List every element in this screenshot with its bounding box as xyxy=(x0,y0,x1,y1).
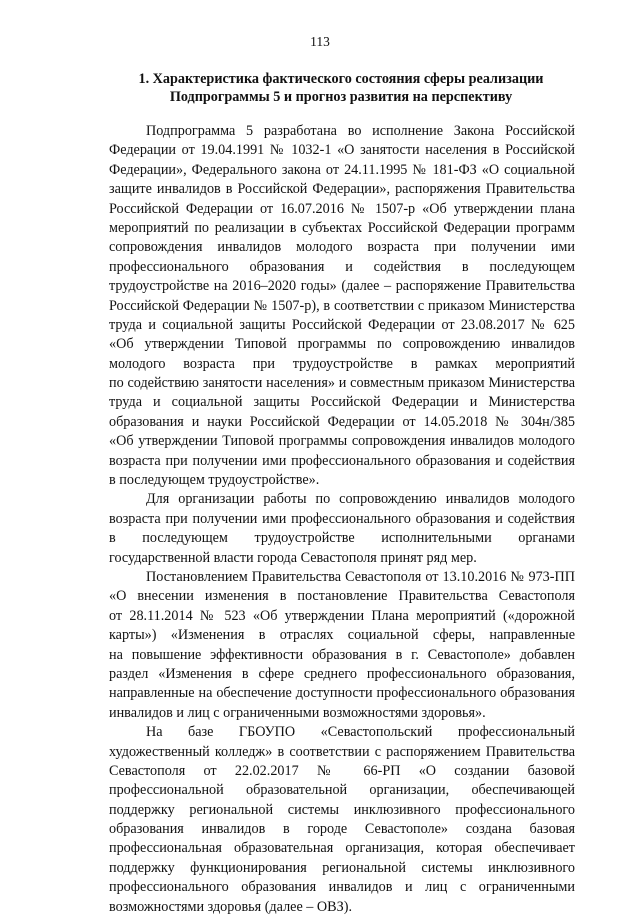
text-line: поддержку функционирования региональной системы инклюзивного xyxy=(109,859,575,876)
text-line: от 28.11.2014 № 523 «Об утверждении Плана мероприятий («дорожной xyxy=(109,607,575,624)
paragraph xyxy=(109,122,575,490)
text-line: художественный колледж» в соответствии с распоряжением Правительства xyxy=(109,743,575,760)
text-line: возможностями здоровья (далее – ОВЗ). xyxy=(109,898,353,915)
body-text xyxy=(109,122,575,917)
text-line: образования и науки Российской Федерации от 14.05.2018 № 304н/385 xyxy=(109,413,575,430)
text-line: в последующем трудоустройстве исполнительными органами xyxy=(109,530,575,547)
text-line: Федерации от 19.04.1991 № 1032-1 «О занятости населения в Российской xyxy=(109,142,575,159)
text-line: возраста при получении ими профессионального образования и содействия xyxy=(109,510,575,527)
section-title-line: 1. Характеристика фактического состояния сферы реализации xyxy=(138,71,544,87)
section-title xyxy=(104,70,578,106)
text-line: «Об утверждении Типовой программы по сопровождению инвалидов xyxy=(109,336,575,353)
text-line: На базе ГБОУПО «Севастопольский профессиональный xyxy=(146,724,575,741)
text-line: защите инвалидов в Российской Федерации», распоряжения Правительства xyxy=(109,181,575,198)
text-line: «О внесении изменения в постановление Правительства Севастополя xyxy=(109,588,575,605)
text-line: молодого возраста при трудоустройстве в рамках мероприятий xyxy=(109,355,575,372)
text-line: сопровождения инвалидов молодого возраста при получении ими xyxy=(109,239,575,256)
text-line: Севастополя от 22.02.2017 № 66-РП «О создании базовой xyxy=(109,762,575,779)
text-line: труда и социальной защиты Российской Федерации от 23.08.2017 № 625 xyxy=(109,316,575,333)
text-line: раздел «Изменения в сфере среднего профессионального образования, xyxy=(109,665,575,682)
text-line: труда и социальной защиты Российской Федерации и Министерства xyxy=(109,394,575,411)
section-title-line: Подпрограммы 5 и прогноз развития на перспективу xyxy=(169,89,513,105)
paragraph xyxy=(109,568,575,723)
text-line: по содействию занятости населения» и совместным приказом Министерства xyxy=(109,375,575,392)
text-line: мероприятий по реализации в субъектах Российской Федерации программ xyxy=(109,219,575,236)
text-line: Российской Федерации № 1507-р), в соответствии с приказом Министерства xyxy=(109,297,575,314)
text-line: Для организации работы по сопровождению инвалидов молодого xyxy=(146,491,575,508)
text-line: Российской Федерации от 16.07.2016 № 1507-р «Об утверждении плана xyxy=(109,200,575,217)
text-line: поддержку региональной системы инклюзивного профессионального xyxy=(109,801,575,818)
text-line: инвалидов и лиц с ограниченными возможностями здоровья». xyxy=(109,704,486,721)
text-line: Постановлением Правительства Севастополя от 13.10.2016 № 973-ПП xyxy=(146,568,575,585)
text-line: образования инвалидов в городе Севастополе» создана базовая xyxy=(109,821,575,838)
text-line: профессиональной образовательной организации, обеспечивающей xyxy=(109,782,575,799)
paragraph xyxy=(109,723,575,917)
text-line: профессионального образования и содействия в последующем xyxy=(109,258,575,275)
text-line: Федерации», Федерального закона от 24.11.1995 № 181-ФЗ «О социальной xyxy=(109,161,575,178)
paragraph xyxy=(109,490,575,568)
text-line: карты») «Изменения в отраслях социальной сферы, направленные xyxy=(109,627,575,644)
page-number: 113 xyxy=(310,34,330,49)
text-line: профессионального образования инвалидов и лиц с ограниченными xyxy=(109,879,575,896)
text-line: профессиональная образовательная организация, которая обеспечивает xyxy=(109,840,575,857)
text-line: Подпрограмма 5 разработана во исполнение Закона Российской xyxy=(146,123,575,139)
text-line: на повышение эффективности образования в г. Севастополе» добавлен xyxy=(109,646,575,663)
text-line: государственной власти города Севастополя принят ряд мер. xyxy=(109,549,477,566)
text-line: в последующем трудоустройстве». xyxy=(109,472,320,489)
text-line: возраста при получении ими профессионального образования и содействия xyxy=(109,452,575,469)
text-line: направленные на обеспечение доступности профессионального образования xyxy=(109,685,575,702)
text-line: трудоустройстве на 2016–2020 годы» (далее – распоряжение Правительства xyxy=(109,278,575,295)
text-line: «Об утверждении Типовой программы сопровождения инвалидов молодого xyxy=(109,433,575,450)
